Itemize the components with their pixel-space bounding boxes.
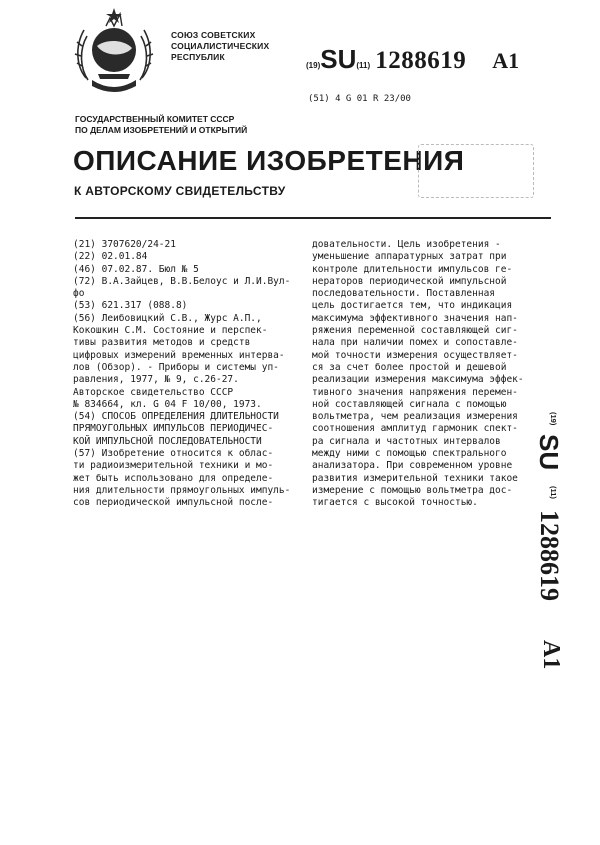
text-line: уменьшение аппаратурных затрат при [312,251,507,263]
faint-stamp [418,144,534,198]
text-line: тивы развития методов и средств [73,337,251,349]
right-column [312,239,524,510]
header-divider [75,217,551,219]
text-line: (72) В.А.Зайцев, В.В.Белоус и Л.И.Вул- [73,275,291,287]
state-name-line: СОЦИАЛИСТИЧЕСКИХ [171,41,270,51]
text-line: нала при наличии помех и сопоставле- [312,337,518,349]
side-country-code: SU [534,434,564,471]
text-line: ра сигнала и частотных интервалов [312,435,501,447]
text-line: соотношения амплитуд гармоник спект- [312,423,518,435]
text-line: (46) 07.02.87. Бюл № 5 [73,263,199,275]
text-line: сов периодической импульсной после- [73,497,274,509]
text-line: Кокошкин С.М. Состояние и перспек- [73,325,268,337]
side-kind: A1 [538,640,564,670]
text-line: ной составляющей сигнала с помощью [312,398,507,410]
text-line: реализации измерения максимума эффек- [312,374,524,386]
document-subtitle: К АВТОРСКОМУ СВИДЕТЕЛЬСТВУ [74,184,286,198]
text-line: развития измерительной техники такое [312,472,518,484]
patent-kind: A1 [492,48,520,73]
text-line: (54) СПОСОБ ОПРЕДЕЛЕНИЯ ДЛИТЕЛЬНОСТИ [73,411,279,423]
country-code-label: (19) [306,61,321,70]
text-line: тигается с высокой точностью. [312,497,478,509]
patent-id-line [306,44,519,75]
committee-line: ГОСУДАРСТВЕННЫЙ КОМИТЕТ СССР [75,114,235,124]
text-line: № 834664, кл. G 04 F 10/00, 1973. [73,398,262,410]
side-number: 1288619 [535,510,564,601]
text-line: (57) Изобретение относится к облас- [73,448,274,460]
side-number-code-label: (11) [549,486,558,499]
text-line: анализатора. При современном уровне [312,460,513,472]
text-line: цифровых измерений временных интерва- [73,349,285,361]
left-column [73,239,290,510]
text-line: (56) Леибовицкий С.В., Журс А.П., [73,312,262,324]
text-line: последовательности. Поставленная [312,288,496,300]
text-line: цель достигается тем, что индикация [312,300,513,312]
text-line: контроле длительности импульсов ге- [312,263,513,275]
text-line: ти радиоизмерительной техники и мо- [73,460,274,472]
text-line: лов (Обзор). - Приборы и системы уп- [73,361,279,373]
text-line: довательности. Цель изобретения - [312,239,501,250]
state-name-line: РЕСПУБЛИК [171,52,225,62]
text-line: тивного значения напряжения перемен- [312,386,518,398]
text-line: ся за счет более простой и дешевой [312,361,507,373]
state-emblem-icon [72,6,156,96]
text-line: жет быть использовано для определе- [73,472,274,484]
text-line: ния длительности прямоугольных импуль- [73,484,291,496]
text-line: нераторов периодической импульсной [312,275,507,287]
side-country-code-label: (19) [549,412,558,426]
text-line: мой точности измерения осуществляет- [312,349,518,361]
text-line: вольтметра, чем реализация измерения [312,411,518,423]
side-patent-number [534,412,564,702]
text-line: равления, 1977, № 9, с.26-27. [73,374,239,386]
text-line: между ними с помощью спектрального [312,448,507,460]
document-title: ОПИСАНИЕ ИЗОБРЕТЕНИЯ [73,145,465,176]
text-line: (21) 3707620/24-21 [73,239,176,250]
state-name-line: СОЮЗ СОВЕТСКИХ [171,30,256,40]
text-line: измерение с помощью вольтметра дос- [312,484,513,496]
committee-line: ПО ДЕЛАМ ИЗОБРЕТЕНИЙ И ОТКРЫТИЙ [75,125,248,135]
country-code: SU [320,44,357,74]
text-line: ряжения переменной составляющей сиг- [312,325,518,337]
text-line: ПРЯМОУГОЛЬНЫХ ИМПУЛЬСОВ ПЕРИОДИЧЕС- [73,423,274,435]
text-line: максимума эффективного значения нап- [312,312,518,324]
text-line: (53) 621.317 (088.8) [73,300,188,312]
patent-number: 1288619 [375,47,467,74]
number-code-label: (11) [356,61,371,70]
text-line: КОЙ ИМПУЛЬСНОЙ ПОСЛЕДОВАТЕЛЬНОСТИ [73,435,262,447]
text-line: (22) 02.01.84 [73,251,148,263]
text-line: Авторское свидетельство СССР [73,386,234,398]
ipc-classification: (51) 4 G 01 R 23/00 [308,94,411,104]
text-line: фо [73,288,85,300]
